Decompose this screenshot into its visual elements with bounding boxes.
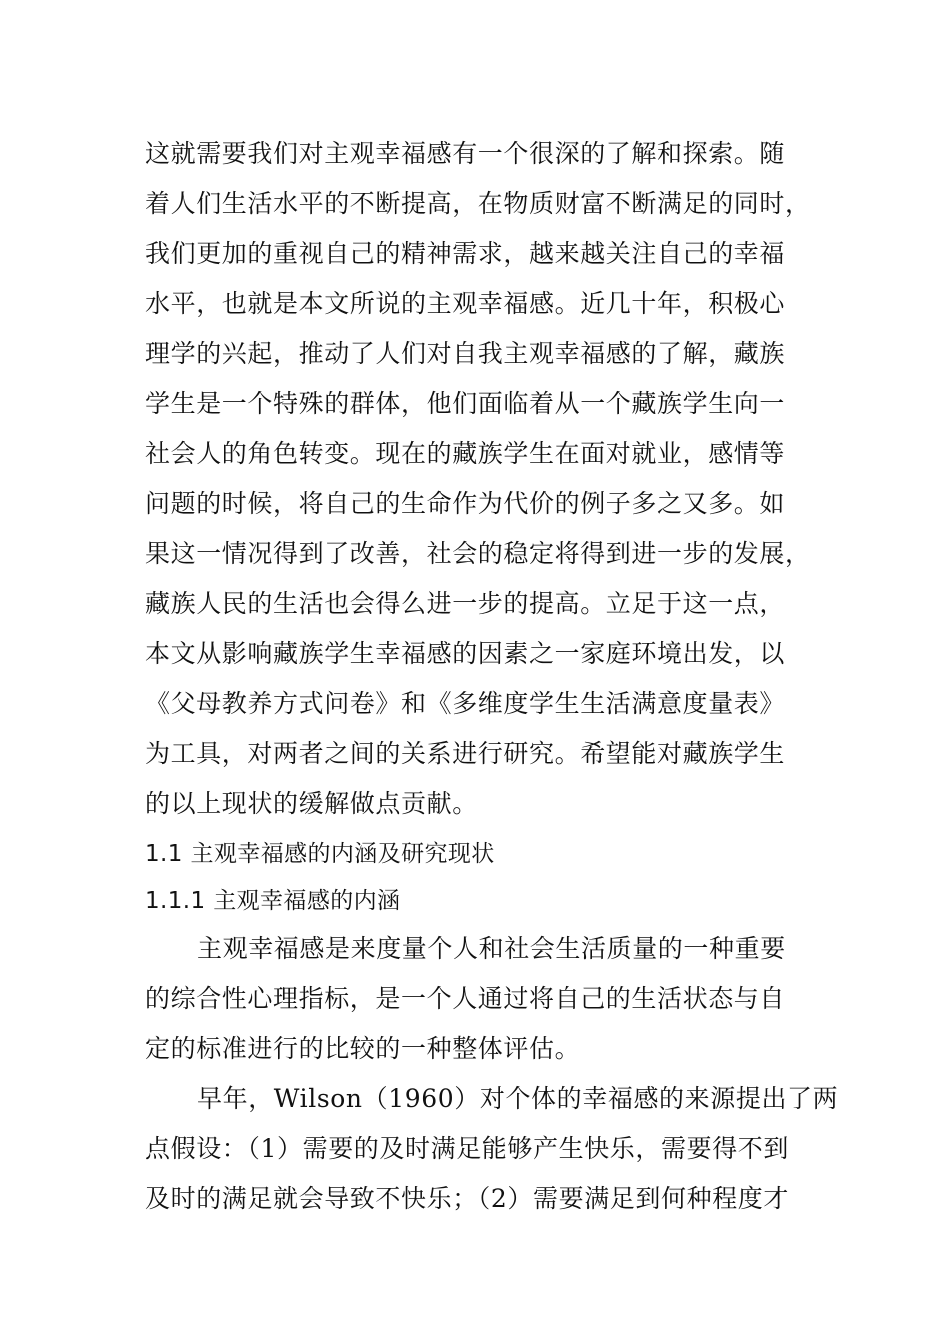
paragraph-1-line-3: 我们更加的重视自己的精神需求，越来越关注自己的幸福 bbox=[145, 239, 786, 268]
paragraph-1-line-10: 藏族人民的生活也会得么进一步的提高。立足于这一点， bbox=[145, 589, 786, 618]
section-heading-1-1-1: 1.1.1 主观幸福感的内涵 bbox=[145, 888, 401, 914]
paragraph-1-line-11: 本文从影响藏族学生幸福感的因素之一家庭环境出发，以 bbox=[145, 639, 786, 668]
paragraph-2-line-2: 的综合性心理指标，是一个人通过将自己的生活状态与自 bbox=[145, 984, 786, 1013]
paragraph-1-line-5: 理学的兴起，推动了人们对自我主观幸福感的了解，藏族 bbox=[145, 339, 786, 368]
paragraph-1-line-14: 的以上现状的缓解做点贡献。 bbox=[145, 789, 478, 818]
paragraph-1-line-13: 为工具，对两者之间的关系进行研究。希望能对藏族学生 bbox=[145, 739, 786, 768]
paragraph-1-line-12: 《父母教养方式问卷》和《多维度学生生活满意度量表》 bbox=[145, 689, 786, 718]
paragraph-1-line-9: 果这一情况得到了改善，社会的稳定将得到进一步的发展， bbox=[145, 539, 811, 568]
paragraph-3-line-1: 早年，Wilson（1960）对个体的幸福感的来源提出了两 bbox=[197, 1084, 839, 1113]
paragraph-1-line-1: 这就需要我们对主观幸福感有一个很深的了解和探索。随 bbox=[145, 139, 786, 168]
paragraph-1-line-4: 水平，也就是本文所说的主观幸福感。近几十年，积极心 bbox=[145, 289, 786, 318]
paragraph-2-line-1: 主观幸福感是来度量个人和社会生活质量的一种重要 bbox=[197, 934, 786, 963]
paragraph-1-line-8: 问题的时候，将自己的生命作为代价的例子多之又多。如 bbox=[145, 489, 786, 518]
paragraph-3-line-2: 点假设：（1）需要的及时满足能够产生快乐，需要得不到 bbox=[145, 1134, 790, 1163]
paragraph-3-line-3: 及时的满足就会导致不快乐；（2）需要满足到何种程度才 bbox=[145, 1184, 790, 1213]
paragraph-1-line-2: 着人们生活水平的不断提高，在物质财富不断满足的同时， bbox=[145, 189, 811, 218]
paragraph-1-line-7: 社会人的角色转变。现在的藏族学生在面对就业，感情等 bbox=[145, 439, 786, 468]
paragraph-1-line-6: 学生是一个特殊的群体，他们面临着从一个藏族学生向一 bbox=[145, 389, 786, 418]
paragraph-2-line-3: 定的标准进行的比较的一种整体评估。 bbox=[145, 1034, 581, 1063]
section-heading-1-1: 1.1 主观幸福感的内涵及研究现状 bbox=[145, 841, 495, 867]
